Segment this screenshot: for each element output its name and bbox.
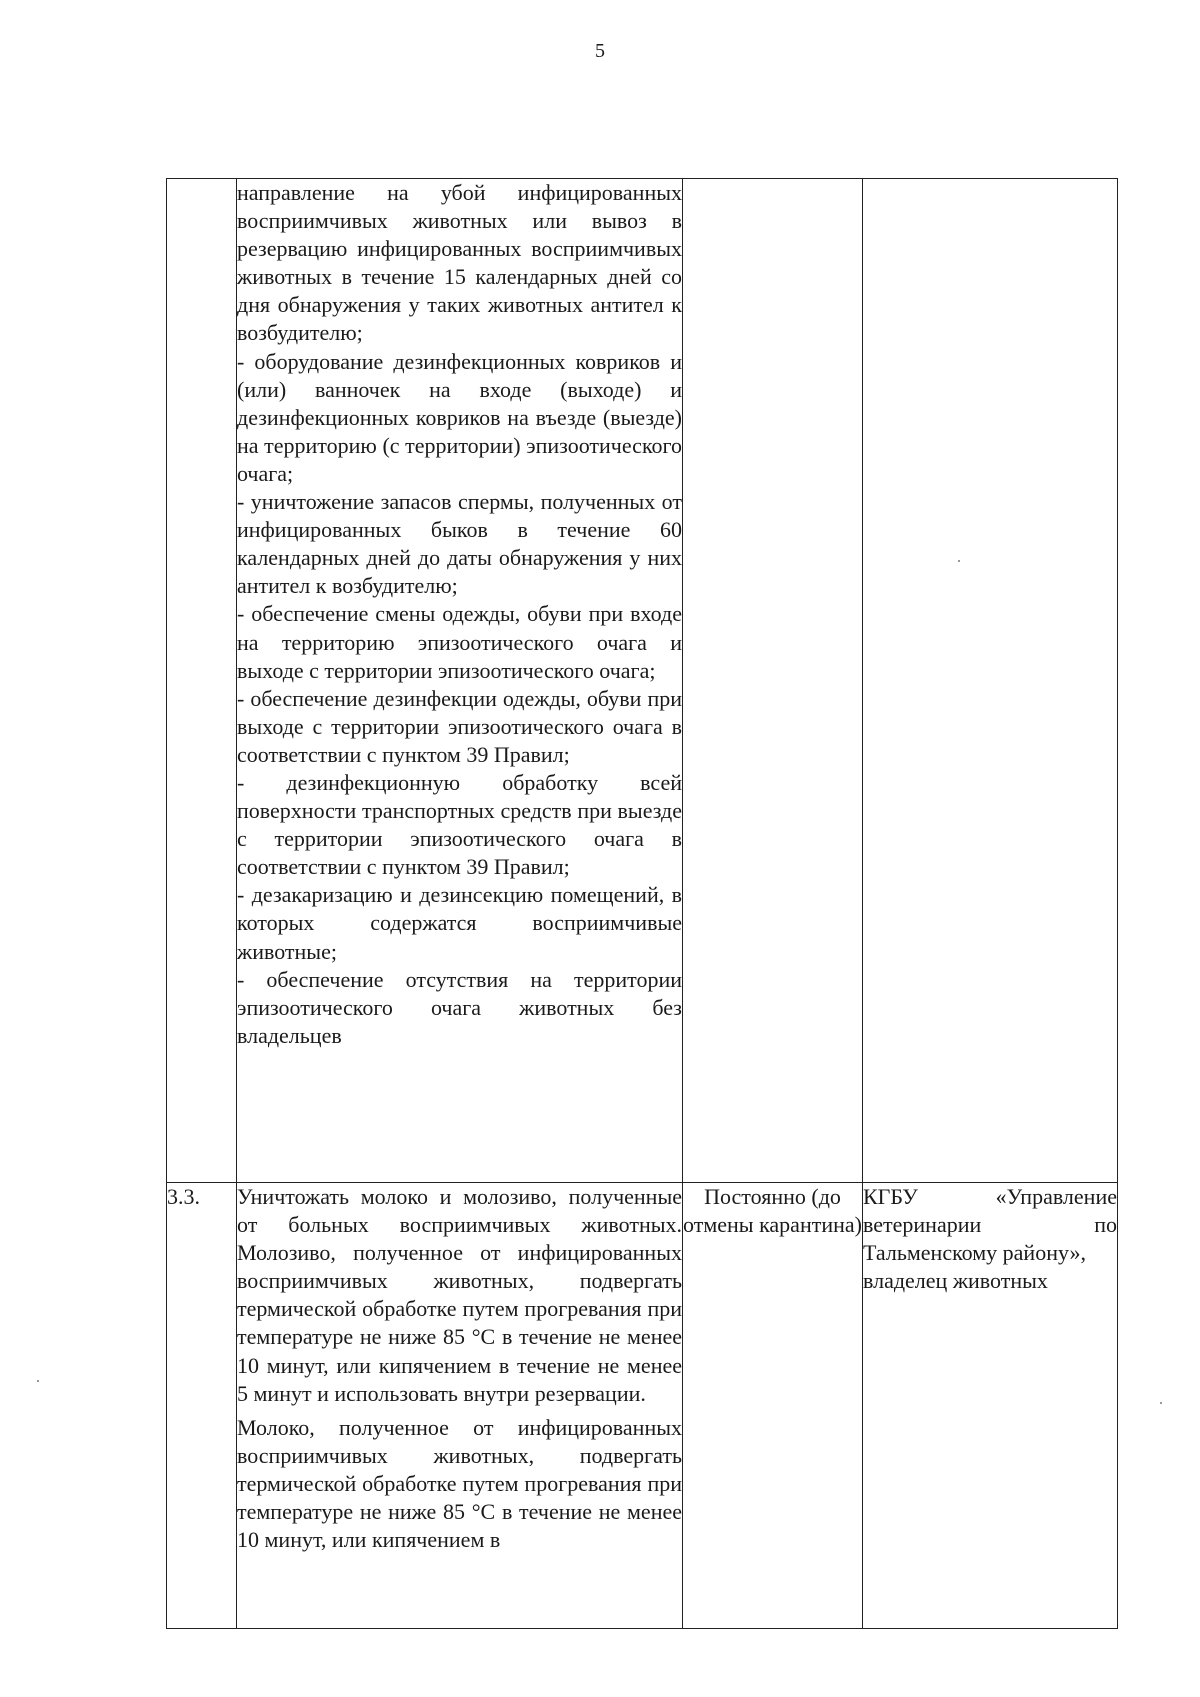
- deadline-cell: [683, 179, 863, 1183]
- measure-text: [237, 179, 683, 1183]
- measure-paragraph: направление на убой инфицированных восприимчивых животных или вывоз в резервацию инфицированных восприимчивых животных в течение 15 календарных дней со дня обнаружения у таких животных антител к возбудителю;: [237, 180, 682, 346]
- measure-paragraph: - обеспечение дезинфекции одежды, обуви при выходе с территории эпизоотического очага в соответствии с пунктом 39 Правил;: [237, 685, 682, 767]
- item-number: 3.3.: [167, 1183, 237, 1629]
- item-number: [167, 179, 237, 1183]
- measure-paragraph: - дезакаризацию и дезинсекцию помещений, в которых содержатся восприимчивые животные;: [237, 882, 682, 964]
- responsible-line: КГБУ «Управление ветеринарии по Тальменскому району»,: [863, 1184, 1117, 1266]
- measure-paragraph: - обеспечение отсутствия на территории эпизоотического очага животных без владельцев: [237, 966, 682, 1048]
- table-row: [167, 179, 1118, 1183]
- responsible-cell: [863, 1183, 1118, 1629]
- measure-text: [237, 1183, 683, 1629]
- measures-table: [166, 178, 1118, 1629]
- measure-paragraph: - обеспечение смены одежды, обуви при входе на территорию эпизоотического очага и выходе с территории эпизоотического очага;: [237, 601, 682, 683]
- page-number: 5: [595, 40, 605, 62]
- measure-paragraph: - оборудование дезинфекционных ковриков и (или) ванночек на входе (выходе) и дезинфекционных ковриков на въезде (выезде) на территорию (с территории) эпизоотического очага;: [237, 348, 682, 486]
- measure-paragraph: - дезинфекционную обработку всей поверхности транспортных средств при выезде с территории эпизоотического очага в соответствии с пунктом 39 Правил;: [237, 769, 682, 880]
- responsible-cell: [863, 179, 1118, 1183]
- responsible-line: владелец животных: [863, 1268, 1048, 1294]
- measure-paragraph: Молоко, полученное от инфицированных восприимчивых животных, подвергать термической обработке путем прогревания при температуре не ниже 85 °С в течение не менее 10 минут, или кипячением в: [237, 1414, 682, 1553]
- scan-speck: [37, 1380, 39, 1382]
- measure-paragraph: - уничтожение запасов спермы, полученных от инфицированных быков в течение 60 календарных дней до даты обнаружения у них антител к возбудителю;: [237, 489, 682, 599]
- scan-speck: [958, 560, 960, 562]
- scan-speck: [1160, 1402, 1162, 1404]
- measure-paragraph: Уничтожать молоко и молозиво, полученные от больных восприимчивых животных. Молозиво, полученное от инфицированных восприимчивых животных, подвергать термической обработке путем прогревания при температуре не ниже 85 °С в течение не менее 10 минут, или кипячением в течение не менее 5 минут и использовать внутри резервации.: [237, 1184, 682, 1406]
- deadline-cell: Постоянно (до отмены карантина): [683, 1183, 863, 1629]
- table-row: [167, 1183, 1118, 1629]
